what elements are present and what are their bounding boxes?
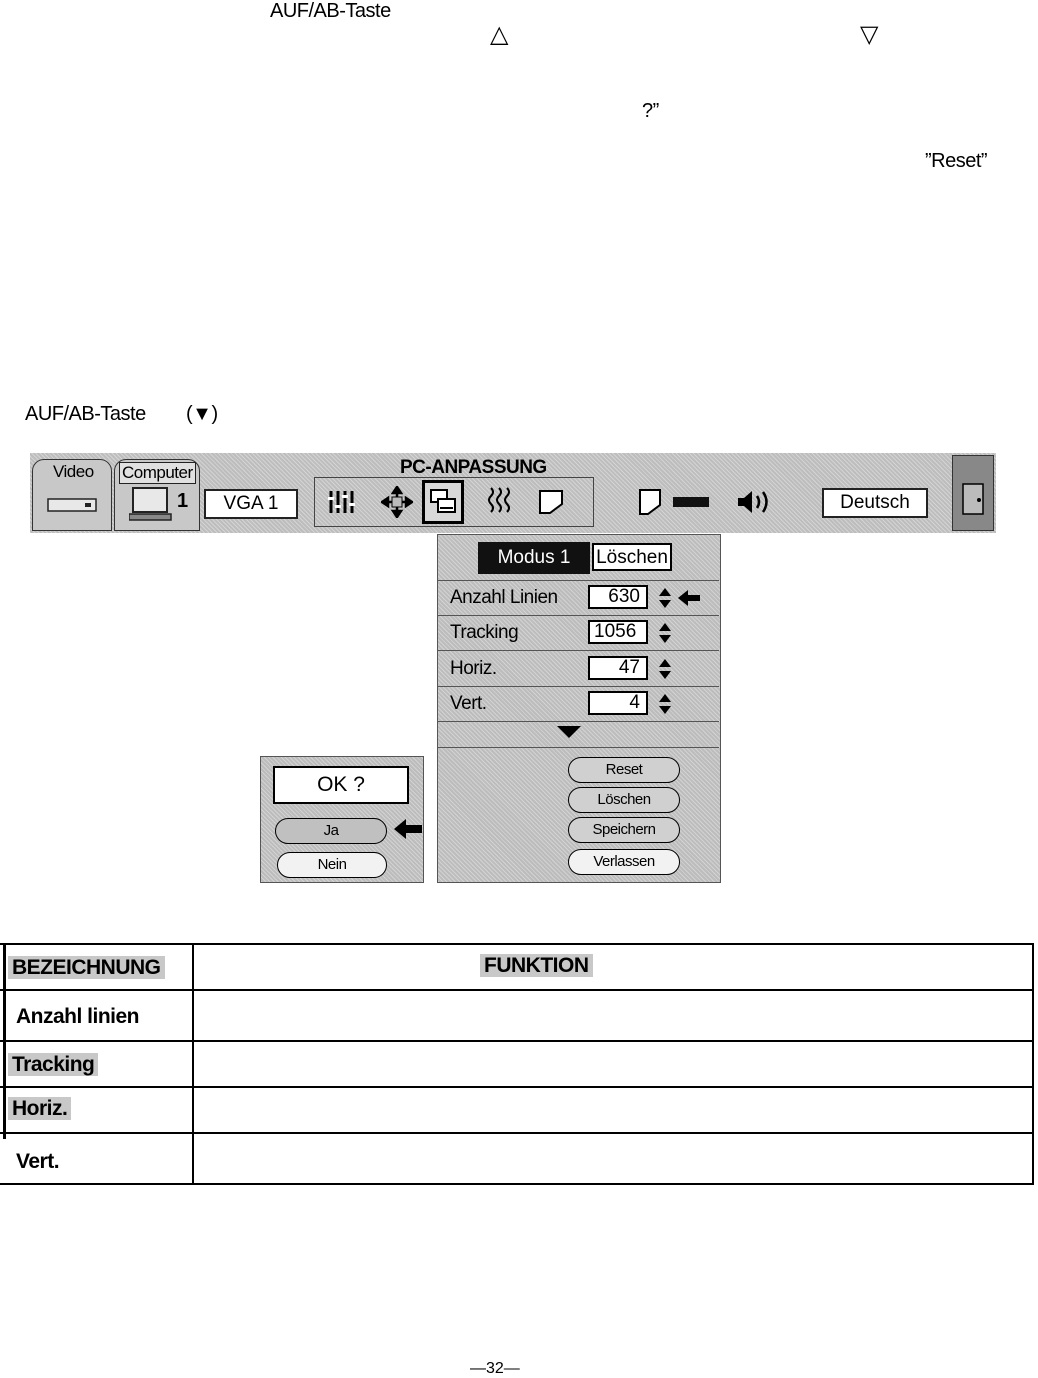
panel-divider (438, 747, 719, 748)
reset-button[interactable]: Reset (568, 757, 680, 783)
screen-icon (636, 487, 666, 517)
save-button[interactable]: Speichern (568, 817, 680, 843)
pc-adjust-icon (428, 487, 458, 517)
mode-box[interactable]: VGA 1 (204, 489, 298, 519)
setting-label: Tracking (450, 622, 519, 643)
vcr-icon (47, 496, 97, 514)
setting-row-horiz[interactable] (438, 652, 719, 687)
delete-mode-button[interactable]: Löschen (592, 543, 672, 571)
tab-computer[interactable] (114, 459, 200, 531)
down-arrow-symbol: (▼) (186, 403, 218, 425)
arrow-pointer-icon (393, 817, 423, 841)
page-number: —32— (470, 1360, 520, 1377)
delete-button[interactable]: Löschen (568, 787, 680, 813)
language-box[interactable]: Deutsch (822, 488, 928, 518)
sound-tool[interactable] (734, 480, 776, 524)
tab-video-label: Video (53, 462, 94, 481)
computer-number: 1 (177, 490, 189, 512)
menu-title: PC-ANPASSUNG (400, 457, 547, 478)
table-rule (0, 1183, 1034, 1185)
setting-row-tracking[interactable] (438, 616, 719, 651)
table-left-border (3, 943, 6, 1139)
screen-tool[interactable] (530, 480, 572, 524)
exit-door-icon (953, 456, 993, 530)
setting-label: Horiz. (450, 658, 497, 679)
lamp-indicator[interactable] (670, 480, 712, 524)
function-table (0, 943, 1034, 1185)
table-row: Tracking (8, 1053, 98, 1077)
tab-computer-label: Computer (119, 462, 196, 484)
image-adjust-tool[interactable] (320, 480, 362, 524)
table-row: Vert. (16, 1150, 60, 1173)
noise-tool[interactable] (478, 480, 520, 524)
exit-button[interactable] (952, 455, 994, 531)
image-adjust-icon (326, 487, 356, 517)
scroll-down-arrow-icon[interactable] (556, 725, 582, 739)
table-right-border (1032, 943, 1034, 1185)
position-icon (381, 486, 413, 518)
setting-value[interactable]: 4 (588, 691, 648, 715)
header-name-text: BEZEICHNUNG (8, 956, 165, 979)
question-fragment: ?” (642, 100, 659, 122)
position-tool[interactable] (376, 480, 418, 524)
up-down-arrows-icon[interactable] (658, 657, 674, 681)
setting-row-vert[interactable] (438, 687, 719, 722)
header-function-text: FUNKTION (480, 954, 593, 977)
pc-adjust-menubar (30, 453, 996, 533)
no-button[interactable]: Nein (277, 852, 387, 878)
key-label-auf-ab: AUF/AB-Taste (270, 0, 391, 22)
up-down-arrows-icon[interactable] (658, 586, 718, 610)
down-triangle-icon: ▽ (860, 21, 879, 48)
setting-row-lines[interactable] (438, 580, 719, 616)
table-header-function (480, 954, 593, 978)
table-row: Anzahl linien (16, 1005, 140, 1028)
noise-icon (486, 486, 512, 518)
confirm-question: OK ? (273, 766, 409, 804)
setting-label: Vert. (450, 693, 487, 714)
tab-video[interactable] (32, 459, 112, 531)
table-rule (0, 943, 1034, 945)
table-rule (0, 1040, 1034, 1042)
up-down-arrows-icon[interactable] (658, 621, 674, 645)
pc-adjust-panel (437, 534, 721, 883)
up-down-arrows-icon[interactable] (658, 692, 674, 716)
setting-value[interactable]: 47 (588, 656, 648, 680)
speaker-icon (734, 487, 776, 517)
arrow-pointer-icon (678, 590, 700, 606)
lamp-tool[interactable] (630, 480, 672, 524)
yes-button[interactable]: Ja (275, 818, 387, 844)
pc-adjust-tool[interactable] (422, 480, 464, 524)
table-rule (0, 1086, 1034, 1088)
table-rule (0, 1132, 1034, 1134)
exit-button[interactable]: Verlassen (568, 849, 680, 875)
table-column-divider (192, 943, 194, 1185)
table-header-name (8, 956, 165, 980)
confirm-dialog (260, 756, 424, 883)
mode-label: Modus 1 (478, 542, 590, 574)
table-row: Horiz. (8, 1097, 71, 1121)
setting-label: Anzahl Linien (450, 587, 558, 608)
computer-icon (129, 486, 173, 522)
table-rule (0, 989, 1034, 991)
setting-value[interactable]: 1056 (588, 620, 648, 644)
lamp-icon (671, 495, 711, 509)
up-triangle-icon: △ (490, 21, 509, 48)
reset-fragment: ”Reset” (925, 150, 988, 172)
key-label-auf-ab-2: AUF/AB-Taste (25, 403, 146, 425)
screen-icon (536, 488, 566, 516)
setting-value[interactable]: 630 (588, 585, 648, 609)
